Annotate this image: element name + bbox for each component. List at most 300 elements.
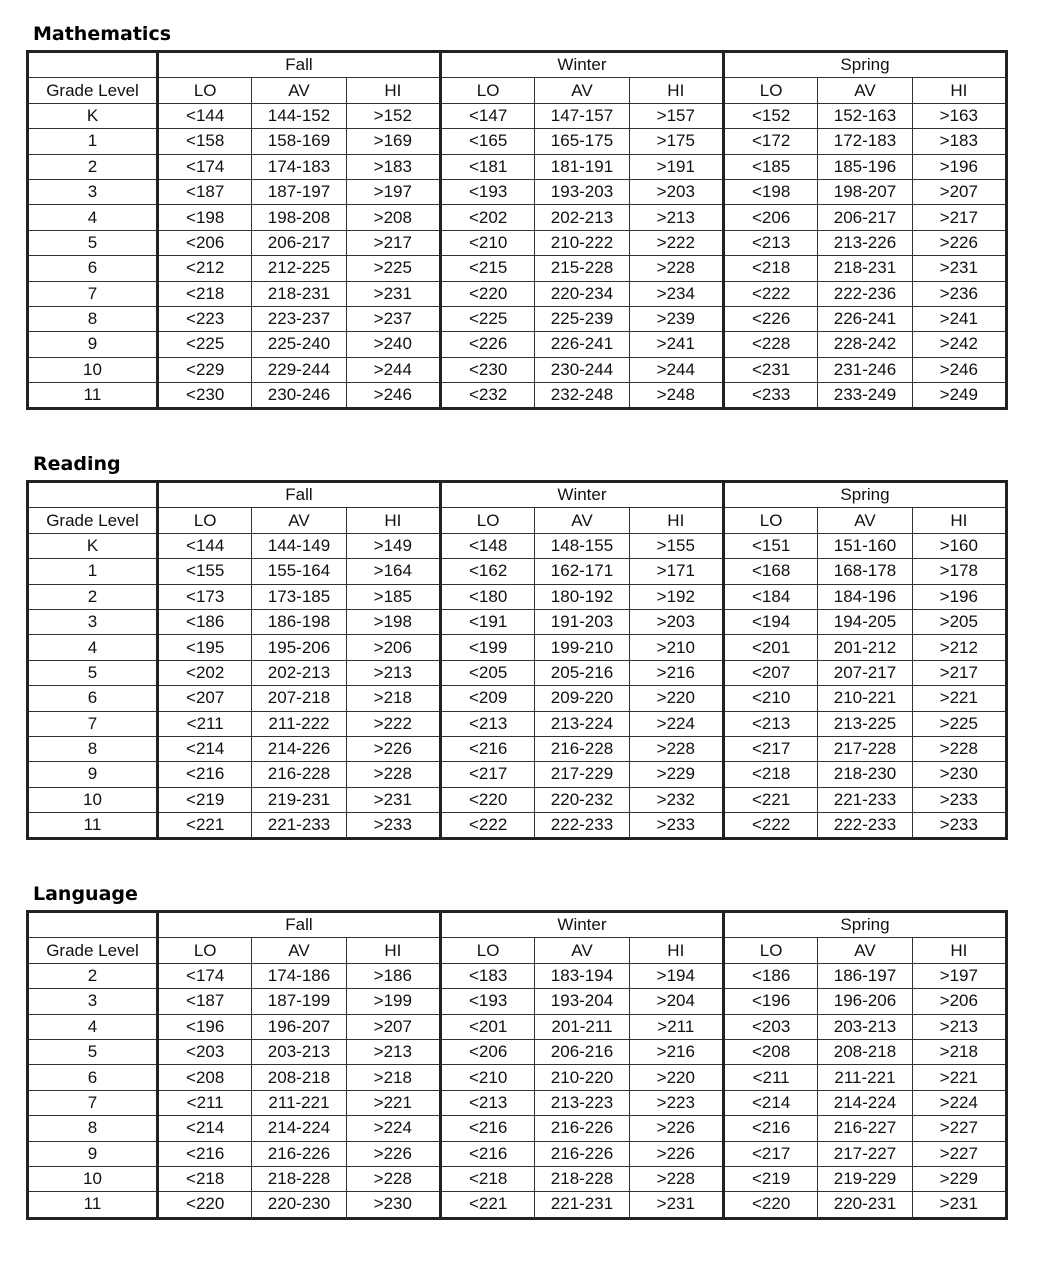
score-cell-lo: <181 xyxy=(440,154,534,179)
score-cell-hi: >163 xyxy=(912,103,1006,128)
table-row xyxy=(28,736,1007,761)
score-cell-av: 144-149 xyxy=(252,533,346,558)
score-cell-hi: >197 xyxy=(912,963,1006,988)
score-cell-lo: <213 xyxy=(440,711,534,736)
score-cell-lo: <222 xyxy=(723,281,817,306)
grade-cell: 2 xyxy=(28,584,158,609)
score-cell-lo: <208 xyxy=(158,1065,252,1090)
table-row xyxy=(28,1166,1007,1191)
score-cell-av: 183-194 xyxy=(535,963,629,988)
score-cell-av: 147-157 xyxy=(535,103,629,128)
table-row xyxy=(28,686,1007,711)
sub-header-av: AV xyxy=(818,508,912,533)
score-cell-lo: <225 xyxy=(158,332,252,357)
score-cell-av: 210-222 xyxy=(535,230,629,255)
table-row xyxy=(28,1192,1007,1218)
table-row xyxy=(28,559,1007,584)
score-cell-lo: <208 xyxy=(723,1039,817,1064)
score-cell-av: 165-175 xyxy=(535,129,629,154)
score-cell-lo: <220 xyxy=(440,787,534,812)
score-cell-lo: <168 xyxy=(723,559,817,584)
score-cell-av: 211-221 xyxy=(252,1090,346,1115)
score-cell-av: 217-227 xyxy=(818,1141,912,1166)
score-cell-hi: >226 xyxy=(346,1141,440,1166)
score-cell-av: 209-220 xyxy=(535,686,629,711)
score-cell-av: 221-233 xyxy=(818,787,912,812)
score-cell-hi: >178 xyxy=(912,559,1006,584)
sub-header-hi: HI xyxy=(912,508,1006,533)
grade-level-header: Grade Level xyxy=(28,508,158,533)
score-cell-lo: <220 xyxy=(158,1192,252,1218)
table-row xyxy=(28,1065,1007,1090)
score-cell-lo: <214 xyxy=(158,736,252,761)
grade-cell: 11 xyxy=(28,813,158,839)
score-cell-hi: >205 xyxy=(912,609,1006,634)
grade-cell: 3 xyxy=(28,179,158,204)
score-cell-hi: >233 xyxy=(912,787,1006,812)
score-cell-hi: >196 xyxy=(912,584,1006,609)
grade-level-header: Grade Level xyxy=(28,938,158,963)
grade-cell: 5 xyxy=(28,660,158,685)
score-cell-hi: >149 xyxy=(346,533,440,558)
score-cell-hi: >216 xyxy=(629,1039,723,1064)
score-cell-av: 220-230 xyxy=(252,1192,346,1218)
score-cell-av: 218-228 xyxy=(252,1166,346,1191)
grade-cell: 4 xyxy=(28,635,158,660)
score-cell-hi: >224 xyxy=(629,711,723,736)
score-cell-hi: >221 xyxy=(346,1090,440,1115)
season-header: Winter xyxy=(440,52,723,78)
score-cell-lo: <202 xyxy=(158,660,252,685)
season-header: Spring xyxy=(723,482,1006,508)
score-cell-lo: <186 xyxy=(158,609,252,634)
score-cell-hi: >234 xyxy=(629,281,723,306)
score-cell-hi: >185 xyxy=(346,584,440,609)
score-cell-hi: >244 xyxy=(346,357,440,382)
sub-header-lo: LO xyxy=(158,508,252,533)
sub-header-av: AV xyxy=(252,938,346,963)
score-cell-av: 205-216 xyxy=(535,660,629,685)
score-cell-lo: <213 xyxy=(723,230,817,255)
sub-header-hi: HI xyxy=(346,78,440,103)
table-row xyxy=(28,963,1007,988)
score-cell-hi: >233 xyxy=(629,813,723,839)
score-cell-hi: >230 xyxy=(912,762,1006,787)
score-cell-lo: <202 xyxy=(440,205,534,230)
empty-corner-cell xyxy=(28,482,158,508)
score-cell-av: 203-213 xyxy=(252,1039,346,1064)
score-cell-av: 202-213 xyxy=(535,205,629,230)
score-cell-av: 214-226 xyxy=(252,736,346,761)
season-header: Spring xyxy=(723,912,1006,938)
score-cell-hi: >226 xyxy=(629,1141,723,1166)
grade-cell: 11 xyxy=(28,1192,158,1218)
score-cell-hi: >207 xyxy=(346,1014,440,1039)
table-row xyxy=(28,256,1007,281)
score-cell-hi: >229 xyxy=(629,762,723,787)
score-cell-av: 191-203 xyxy=(535,609,629,634)
score-cell-hi: >218 xyxy=(346,1065,440,1090)
sub-header-hi: HI xyxy=(346,938,440,963)
table-row xyxy=(28,762,1007,787)
score-cell-av: 211-221 xyxy=(818,1065,912,1090)
empty-corner-cell xyxy=(28,52,158,78)
score-table xyxy=(26,50,1008,410)
score-cell-lo: <191 xyxy=(440,609,534,634)
score-cell-lo: <216 xyxy=(440,736,534,761)
score-cell-hi: >206 xyxy=(346,635,440,660)
score-cell-av: 196-206 xyxy=(818,989,912,1014)
sub-header-hi: HI xyxy=(346,508,440,533)
table-row xyxy=(28,1039,1007,1064)
score-cell-lo: <230 xyxy=(440,357,534,382)
score-cell-av: 213-225 xyxy=(818,711,912,736)
table-row xyxy=(28,787,1007,812)
sub-header-av: AV xyxy=(535,508,629,533)
score-cell-lo: <229 xyxy=(158,357,252,382)
score-cell-lo: <214 xyxy=(723,1090,817,1115)
table-row xyxy=(28,813,1007,839)
score-cell-av: 216-226 xyxy=(535,1116,629,1141)
score-cell-av: 230-244 xyxy=(535,357,629,382)
score-cell-lo: <210 xyxy=(440,1065,534,1090)
score-cell-lo: <226 xyxy=(723,306,817,331)
score-cell-av: 208-218 xyxy=(818,1039,912,1064)
score-cell-lo: <232 xyxy=(440,383,534,409)
score-cell-hi: >183 xyxy=(912,129,1006,154)
score-cell-av: 155-164 xyxy=(252,559,346,584)
score-cell-lo: <174 xyxy=(158,963,252,988)
score-cell-hi: >216 xyxy=(629,660,723,685)
score-cell-lo: <162 xyxy=(440,559,534,584)
sub-header-av: AV xyxy=(252,78,346,103)
score-cell-av: 180-192 xyxy=(535,584,629,609)
grade-cell: 3 xyxy=(28,989,158,1014)
sub-header-lo: LO xyxy=(723,938,817,963)
score-cell-lo: <144 xyxy=(158,103,252,128)
score-cell-lo: <211 xyxy=(723,1065,817,1090)
score-cell-av: 217-228 xyxy=(818,736,912,761)
table-row xyxy=(28,711,1007,736)
score-cell-lo: <201 xyxy=(440,1014,534,1039)
score-cell-av: 220-232 xyxy=(535,787,629,812)
score-cell-av: 212-225 xyxy=(252,256,346,281)
score-cell-lo: <183 xyxy=(440,963,534,988)
score-cell-hi: >228 xyxy=(912,736,1006,761)
score-cell-av: 213-224 xyxy=(535,711,629,736)
score-cell-av: 222-236 xyxy=(818,281,912,306)
score-cell-lo: <152 xyxy=(723,103,817,128)
score-cell-hi: >228 xyxy=(629,256,723,281)
score-cell-av: 218-231 xyxy=(252,281,346,306)
score-cell-av: 193-204 xyxy=(535,989,629,1014)
score-cell-hi: >183 xyxy=(346,154,440,179)
score-cell-hi: >157 xyxy=(629,103,723,128)
score-cell-av: 174-186 xyxy=(252,963,346,988)
score-cell-hi: >155 xyxy=(629,533,723,558)
score-cell-av: 211-222 xyxy=(252,711,346,736)
score-cell-lo: <155 xyxy=(158,559,252,584)
sub-header-lo: LO xyxy=(440,508,534,533)
score-cell-lo: <195 xyxy=(158,635,252,660)
score-cell-av: 226-241 xyxy=(818,306,912,331)
score-cell-hi: >228 xyxy=(629,1166,723,1191)
score-cell-hi: >220 xyxy=(629,686,723,711)
score-cell-av: 186-198 xyxy=(252,609,346,634)
section-title: Reading xyxy=(33,453,121,475)
score-cell-hi: >237 xyxy=(346,306,440,331)
score-cell-av: 218-228 xyxy=(535,1166,629,1191)
score-cell-lo: <221 xyxy=(723,787,817,812)
table-row xyxy=(28,660,1007,685)
score-cell-lo: <210 xyxy=(440,230,534,255)
score-cell-lo: <222 xyxy=(723,813,817,839)
grade-cell: 7 xyxy=(28,281,158,306)
grade-cell: 8 xyxy=(28,306,158,331)
grade-cell: 7 xyxy=(28,711,158,736)
score-cell-hi: >171 xyxy=(629,559,723,584)
score-cell-lo: <172 xyxy=(723,129,817,154)
grade-cell: 9 xyxy=(28,762,158,787)
table-row xyxy=(28,989,1007,1014)
score-cell-hi: >228 xyxy=(629,736,723,761)
grade-cell: 6 xyxy=(28,1065,158,1090)
sub-header-av: AV xyxy=(252,508,346,533)
score-cell-hi: >213 xyxy=(346,1039,440,1064)
sub-header-lo: LO xyxy=(440,78,534,103)
grade-cell: 10 xyxy=(28,357,158,382)
score-cell-av: 151-160 xyxy=(818,533,912,558)
section-title: Mathematics xyxy=(33,23,172,45)
score-cell-lo: <180 xyxy=(440,584,534,609)
score-cell-av: 215-228 xyxy=(535,256,629,281)
score-cell-av: 148-155 xyxy=(535,533,629,558)
score-cell-lo: <225 xyxy=(440,306,534,331)
score-cell-av: 210-221 xyxy=(818,686,912,711)
grade-cell: 4 xyxy=(28,1014,158,1039)
score-cell-av: 219-231 xyxy=(252,787,346,812)
table-row xyxy=(28,332,1007,357)
sub-header-lo: LO xyxy=(723,508,817,533)
table-row xyxy=(28,230,1007,255)
score-cell-hi: >160 xyxy=(912,533,1006,558)
sub-header-hi: HI xyxy=(629,78,723,103)
section-title: Language xyxy=(33,883,138,905)
score-cell-av: 218-231 xyxy=(818,256,912,281)
grade-level-header: Grade Level xyxy=(28,78,158,103)
score-cell-hi: >206 xyxy=(912,989,1006,1014)
score-cell-hi: >221 xyxy=(912,1065,1006,1090)
score-cell-lo: <207 xyxy=(723,660,817,685)
score-cell-hi: >204 xyxy=(629,989,723,1014)
score-cell-av: 184-196 xyxy=(818,584,912,609)
score-cell-lo: <211 xyxy=(158,711,252,736)
score-cell-lo: <201 xyxy=(723,635,817,660)
score-cell-av: 208-218 xyxy=(252,1065,346,1090)
score-cell-lo: <165 xyxy=(440,129,534,154)
score-cell-av: 207-218 xyxy=(252,686,346,711)
score-cell-av: 201-211 xyxy=(535,1014,629,1039)
score-cell-lo: <216 xyxy=(158,1141,252,1166)
table-row xyxy=(28,129,1007,154)
grade-cell: 11 xyxy=(28,383,158,409)
sub-header-lo: LO xyxy=(723,78,817,103)
grade-cell: 6 xyxy=(28,256,158,281)
score-cell-av: 181-191 xyxy=(535,154,629,179)
score-cell-lo: <219 xyxy=(158,787,252,812)
score-cell-hi: >231 xyxy=(346,281,440,306)
score-cell-lo: <230 xyxy=(158,383,252,409)
score-cell-hi: >224 xyxy=(912,1090,1006,1115)
season-header: Fall xyxy=(158,912,441,938)
table-row xyxy=(28,533,1007,558)
score-cell-lo: <194 xyxy=(723,609,817,634)
score-cell-lo: <223 xyxy=(158,306,252,331)
score-cell-hi: >196 xyxy=(912,154,1006,179)
score-cell-av: 195-206 xyxy=(252,635,346,660)
score-cell-hi: >220 xyxy=(629,1065,723,1090)
score-cell-hi: >231 xyxy=(346,787,440,812)
table-row xyxy=(28,383,1007,409)
score-cell-lo: <213 xyxy=(723,711,817,736)
score-cell-lo: <215 xyxy=(440,256,534,281)
score-cell-av: 232-248 xyxy=(535,383,629,409)
score-cell-av: 216-228 xyxy=(535,736,629,761)
score-cell-lo: <218 xyxy=(158,1166,252,1191)
score-cell-lo: <216 xyxy=(158,762,252,787)
score-cell-hi: >213 xyxy=(629,205,723,230)
score-cell-lo: <220 xyxy=(440,281,534,306)
score-cell-av: 223-237 xyxy=(252,306,346,331)
score-cell-av: 210-220 xyxy=(535,1065,629,1090)
score-cell-av: 198-207 xyxy=(818,179,912,204)
score-cell-av: 226-241 xyxy=(535,332,629,357)
score-cell-hi: >222 xyxy=(346,711,440,736)
score-cell-lo: <213 xyxy=(440,1090,534,1115)
score-cell-av: 214-224 xyxy=(252,1116,346,1141)
score-cell-av: 187-197 xyxy=(252,179,346,204)
score-cell-hi: >225 xyxy=(912,711,1006,736)
season-header: Fall xyxy=(158,52,441,78)
table-row xyxy=(28,179,1007,204)
score-cell-av: 199-210 xyxy=(535,635,629,660)
score-cell-hi: >211 xyxy=(629,1014,723,1039)
score-cell-hi: >224 xyxy=(346,1116,440,1141)
grade-cell: 3 xyxy=(28,609,158,634)
score-cell-hi: >213 xyxy=(346,660,440,685)
score-cell-av: 207-217 xyxy=(818,660,912,685)
score-cell-av: 173-185 xyxy=(252,584,346,609)
score-cell-av: 206-217 xyxy=(818,205,912,230)
score-cell-hi: >239 xyxy=(629,306,723,331)
grade-cell: 2 xyxy=(28,154,158,179)
table-row xyxy=(28,635,1007,660)
grade-cell: 2 xyxy=(28,963,158,988)
score-cell-lo: <217 xyxy=(723,1141,817,1166)
score-cell-av: 222-233 xyxy=(818,813,912,839)
score-cell-hi: >194 xyxy=(629,963,723,988)
score-cell-lo: <217 xyxy=(440,762,534,787)
season-header-row xyxy=(28,912,1007,938)
score-cell-lo: <210 xyxy=(723,686,817,711)
score-cell-av: 219-229 xyxy=(818,1166,912,1191)
score-cell-av: 168-178 xyxy=(818,559,912,584)
score-cell-hi: >248 xyxy=(629,383,723,409)
score-cell-lo: <219 xyxy=(723,1166,817,1191)
empty-corner-cell xyxy=(28,912,158,938)
score-cell-hi: >192 xyxy=(629,584,723,609)
score-cell-lo: <218 xyxy=(158,281,252,306)
table-row xyxy=(28,609,1007,634)
table-row xyxy=(28,306,1007,331)
score-cell-lo: <187 xyxy=(158,989,252,1014)
score-cell-lo: <185 xyxy=(723,154,817,179)
score-cell-lo: <187 xyxy=(158,179,252,204)
score-table xyxy=(26,480,1008,840)
score-cell-av: 193-203 xyxy=(535,179,629,204)
grade-cell: 5 xyxy=(28,230,158,255)
table-row xyxy=(28,1116,1007,1141)
score-cell-lo: <148 xyxy=(440,533,534,558)
score-cell-lo: <217 xyxy=(723,736,817,761)
score-cell-lo: <193 xyxy=(440,179,534,204)
grade-cell: 9 xyxy=(28,1141,158,1166)
score-cell-av: 194-205 xyxy=(818,609,912,634)
score-cell-av: 218-230 xyxy=(818,762,912,787)
score-cell-lo: <209 xyxy=(440,686,534,711)
grade-cell: 7 xyxy=(28,1090,158,1115)
score-cell-lo: <193 xyxy=(440,989,534,1014)
table-row xyxy=(28,357,1007,382)
table-row xyxy=(28,1141,1007,1166)
sub-header-av: AV xyxy=(535,78,629,103)
score-cell-hi: >227 xyxy=(912,1141,1006,1166)
score-cell-lo: <203 xyxy=(723,1014,817,1039)
grade-cell: 10 xyxy=(28,787,158,812)
sub-header-hi: HI xyxy=(912,78,1006,103)
score-cell-lo: <231 xyxy=(723,357,817,382)
score-cell-av: 222-233 xyxy=(535,813,629,839)
score-cell-lo: <173 xyxy=(158,584,252,609)
score-cell-hi: >175 xyxy=(629,129,723,154)
score-cell-lo: <199 xyxy=(440,635,534,660)
grade-cell: 6 xyxy=(28,686,158,711)
table-row xyxy=(28,103,1007,128)
score-cell-av: 201-212 xyxy=(818,635,912,660)
score-cell-lo: <196 xyxy=(723,989,817,1014)
score-cell-hi: >217 xyxy=(912,205,1006,230)
grade-cell: 4 xyxy=(28,205,158,230)
score-cell-av: 158-169 xyxy=(252,129,346,154)
score-cell-lo: <158 xyxy=(158,129,252,154)
table-row xyxy=(28,281,1007,306)
table-row xyxy=(28,1014,1007,1039)
score-cell-av: 185-196 xyxy=(818,154,912,179)
score-cell-hi: >231 xyxy=(912,256,1006,281)
score-cell-lo: <222 xyxy=(440,813,534,839)
score-cell-lo: <220 xyxy=(723,1192,817,1218)
score-cell-hi: >203 xyxy=(629,609,723,634)
score-cell-lo: <211 xyxy=(158,1090,252,1115)
score-cell-lo: <198 xyxy=(158,205,252,230)
score-cell-hi: >213 xyxy=(912,1014,1006,1039)
score-cell-hi: >223 xyxy=(629,1090,723,1115)
score-cell-lo: <218 xyxy=(723,256,817,281)
sub-header-av: AV xyxy=(535,938,629,963)
score-cell-av: 152-163 xyxy=(818,103,912,128)
score-cell-lo: <174 xyxy=(158,154,252,179)
score-cell-lo: <147 xyxy=(440,103,534,128)
